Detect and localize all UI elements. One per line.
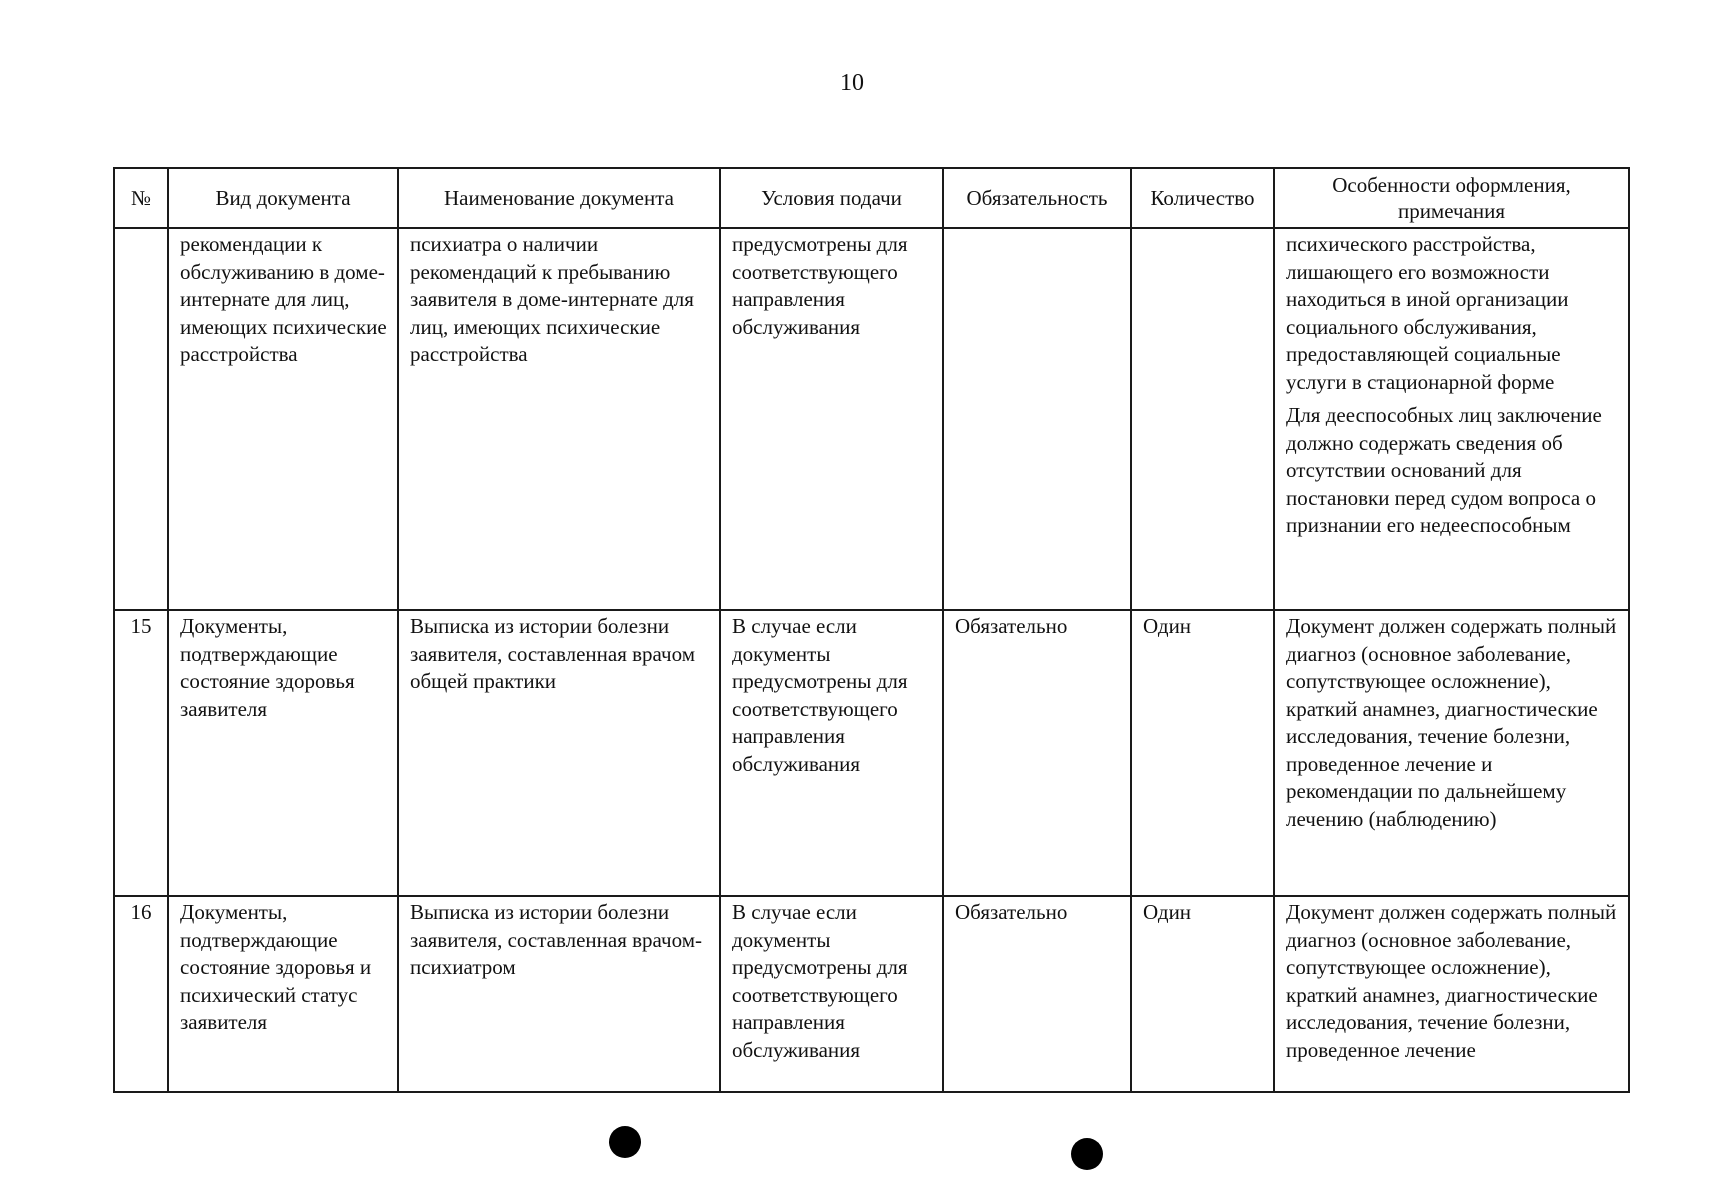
header-mandatory: Обязательность <box>943 168 1131 228</box>
header-conditions: Условия подачи <box>720 168 943 228</box>
doc-type-cell: Документы, подтверждающие состояние здоровья и психический статус заявителя <box>168 896 398 1092</box>
header-notes: Особенности оформления, примечания <box>1274 168 1629 228</box>
conditions-cell: В случае если документы предусмотрены для соответствующего направления обслуживания <box>720 896 943 1092</box>
note-paragraph: Документ должен содержать полный диагноз (основное заболевание, сопутствующее осложнение), краткий анамнез, диагностические исследования, течение болезни, проведенное лечение и рекомендации по дальнейшему лечению (наблюдению) <box>1286 614 1617 831</box>
notes-cell <box>1274 228 1629 610</box>
doc-type-cell: рекомендации к обслуживанию в доме-интернате для лиц, имеющих психические расстройства <box>168 228 398 610</box>
mandatory-cell <box>943 228 1131 610</box>
documents-table <box>113 167 1630 1093</box>
note-paragraph: Для дееспособных лиц заключение должно содержать сведения об отсутствии оснований для постановки перед судом вопроса о признании его недееспособным <box>1286 403 1602 537</box>
page-number: 10 <box>840 70 864 96</box>
notes-cell <box>1274 610 1629 896</box>
table-row <box>114 610 1629 896</box>
header-doc-name: Наименование документа <box>398 168 720 228</box>
doc-name-cell: психиатра о наличии рекомендаций к пребыванию заявителя в доме-интернате для лиц, имеющих психические расстройства <box>398 228 720 610</box>
quantity-cell <box>1131 228 1274 610</box>
header-row <box>114 168 1629 228</box>
binding-hole-mark <box>1071 1138 1103 1170</box>
table-row <box>114 228 1629 610</box>
note-paragraph: психического расстройства, лишающего его возможности находиться в иной организации социального обслуживания, предоставляющей социальные услуги в стационарной форме <box>1286 232 1569 394</box>
binding-hole-mark <box>609 1126 641 1158</box>
note-paragraph: Документ должен содержать полный диагноз (основное заболевание, сопутствующее осложнение), краткий анамнез, диагностические исследования, течение болезни, проведенное лечение <box>1286 900 1617 1062</box>
conditions-cell: предусмотрены для соответствующего направления обслуживания <box>720 228 943 610</box>
row-number: 15 <box>114 610 168 896</box>
header-quantity: Количество <box>1131 168 1274 228</box>
conditions-cell: В случае если документы предусмотрены для соответствующего направления обслуживания <box>720 610 943 896</box>
doc-name-cell: Выписка из истории болезни заявителя, составленная врачом-психиатром <box>398 896 720 1092</box>
header-number: № <box>114 168 168 228</box>
table-row <box>114 896 1629 1092</box>
notes-cell <box>1274 896 1629 1092</box>
quantity-cell: Один <box>1131 610 1274 896</box>
row-number <box>114 228 168 610</box>
quantity-cell: Один <box>1131 896 1274 1092</box>
table-header <box>114 168 1629 228</box>
header-doc-type: Вид документа <box>168 168 398 228</box>
mandatory-cell: Обязательно <box>943 610 1131 896</box>
mandatory-cell: Обязательно <box>943 896 1131 1092</box>
doc-type-cell: Документы, подтверждающие состояние здоровья заявителя <box>168 610 398 896</box>
row-number: 16 <box>114 896 168 1092</box>
doc-name-cell: Выписка из истории болезни заявителя, составленная врачом общей практики <box>398 610 720 896</box>
